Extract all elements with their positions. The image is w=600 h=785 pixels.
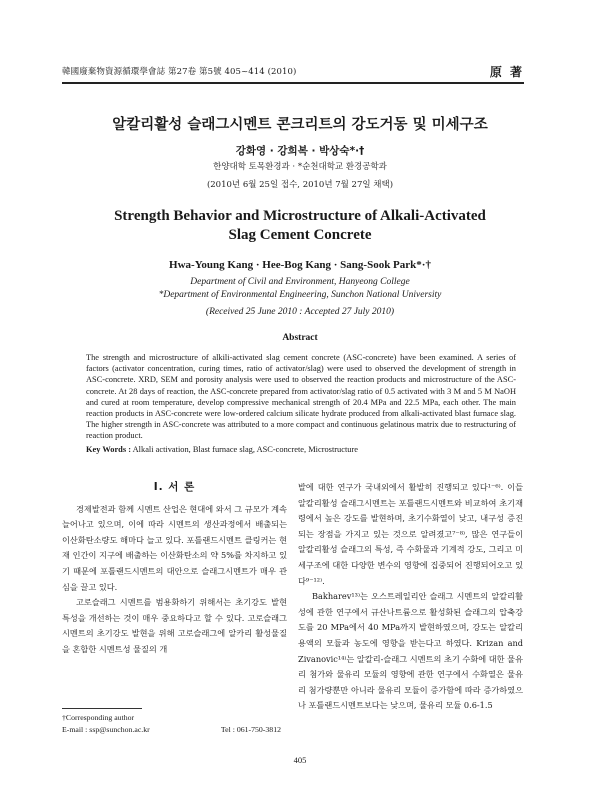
intro-paragraph-4: Bakharev¹³⁾는 오스트레일리안 슬래그 시멘트의 알칼리활성에 관한 연구에서 규산나트륨으로 활성화된 슬래그의 압축강도를 20 MPa에서 40 MPa까지 발현하였으며, 강도는 알칼리 용액의 모듈과 농도에 영향을 받는다고 하였다. Krizan and Zivanovic¹⁴⁾는 알칼리-슬래그 시멘트의 초기 수화에 대한 물유리 첨가와 물유리 모듈의 영향에 관한 연구에서 수화열은 물유리 첨가량뿐만 아니라 물유리 모듈이 증가함에 따라 증가하였으나 포틀랜드시멘트보다는 낮으며, 물유리 모듈 0.6-1.5 [298,591,523,711]
page-number: 405 [293,755,307,765]
intro-paragraph-2: 고로슬래그 시멘트를 범용화하기 위해서는 초기강도 발현 특성을 개선하는 것이 매우 중요하다고 할 수 있다. 고로슬래그 시멘트의 초기강도 발현을 위해 고로슬래그에 알카리 활성물질을 혼합한 시멘트성 물질의 개 [62,597,287,654]
keywords [86,445,516,454]
korean-affiliation: 한양대학 토목환경과 · *순천대학교 환경공학과 [213,162,387,172]
korean-authors: 강화영 · 강희복 · 박상숙*·† [235,145,365,157]
header-divider [62,82,524,84]
contact-line [62,725,287,734]
right-column [298,480,523,714]
korean-title: 알칼리활성 슬래그시멘트 콘크리트의 강도거동 및 미세구조 [112,117,488,133]
left-column [62,480,287,658]
english-title-line2: Slag Cement Concrete [228,227,372,243]
english-affiliation-1: Department of Civil and Environment, Hanyeong College [190,277,410,287]
keywords-label: Key Words : [86,445,131,454]
english-title [0,207,600,245]
intro-paragraph-3: 발에 대한 연구가 국내외에서 활발히 진행되고 있다¹⁻⁶⁾. 이들 알칼리활성 슬래그시멘트는 포틀랜드시멘트와 비교하여 초기재령에서 높은 강도를 발현하며, 초기수화열이 낮고, 내구성 증진되는 장점을 가지고 있는 것으로 알려졌고⁷⁻⁸⁾, 많은 연구들이 알칼리활성 슬래그의 특성, 즉 수화물과 기계적 강도, 그리고 미세구조에 대한 다양한 변수의 영향에 집중되어 진행되어오고 있다⁹⁻¹²⁾. [298,482,523,586]
korean-dates: (2010년 6월 25일 접수, 2010년 7월 27일 채택) [206,180,394,190]
english-title-line1: Strength Behavior and Microstructure of Alkali-Activated [114,208,486,224]
author-email: E-mail : ssp@sunchon.ac.kr [62,725,150,734]
english-affiliation-2: *Department of Environmental Engineering, Sunchon National University [158,290,442,300]
author-telephone: Tel : 061-750-3812 [220,725,281,734]
section-heading-introduction: I. 서 론 [153,481,196,493]
english-dates: (Received 25 June 2010 : Accepted 27 July 2010) [205,307,395,317]
footnote-divider [62,708,142,709]
corresponding-author-note: †Corresponding author [62,713,135,722]
keywords-text: Alkali activation, Blast furnace slag, ASC-concrete, Microstructure [132,445,358,454]
abstract-heading: Abstract [282,333,318,343]
abstract-body: The strength and microstructure of alkili-activated slag cement concrete (ASC-concrete) have been examined. A series of factors (activator concentration, curing times, ratio of activator/slag) were used to observed the development of strength in ASC-concrete. XRD, SEM and porosity analysis were used to observed the reaction products and microstructure of the ASC-concrete. At 28 days of reaction, the ASC-concrete prepared from activator/slag ratio of 0.5 activated with 3 M and 5 M NaOH and cured at room temperature, develop compressive mechanical strength of 20.4 MPa and 22.5 MPa, each other. The main reaction products in ASC-concrete were low-ordered calcium silicate hydrate produced from alkali-activated blast furnace slag. The higher strength in ASC-concrete was attributed to a more compact and continuous gelatinous matrix due to restructuring of reaction product. [86,353,516,441]
intro-paragraph-1: 경제발전과 함께 시멘트 산업은 현대에 와서 그 규모가 계속 늘어나고 있으며, 이에 따라 시멘트의 생산과정에서 배출되는 이산화탄소량도 해마다 늘고 있다. 포틀랜드시멘트 클링커는 현재 인간이 지구에 배출하는 이산화탄소의 약 5%를 차지하고 있기 때문에 포틀랜드시멘트의 대안으로 슬래그시멘트가 매우 관심을 끌고 있다. [62,503,287,592]
journal-citation: 韓國廢棄物資源循環學會誌 第27卷 第5號 405~414 (2010) [62,67,297,77]
article-type-tag: 原 著 [489,65,524,79]
journal-header [62,63,524,81]
english-authors: Hwa-Young Kang · Hee-Bog Kang · Sang-Sook Park*·† [169,259,431,271]
